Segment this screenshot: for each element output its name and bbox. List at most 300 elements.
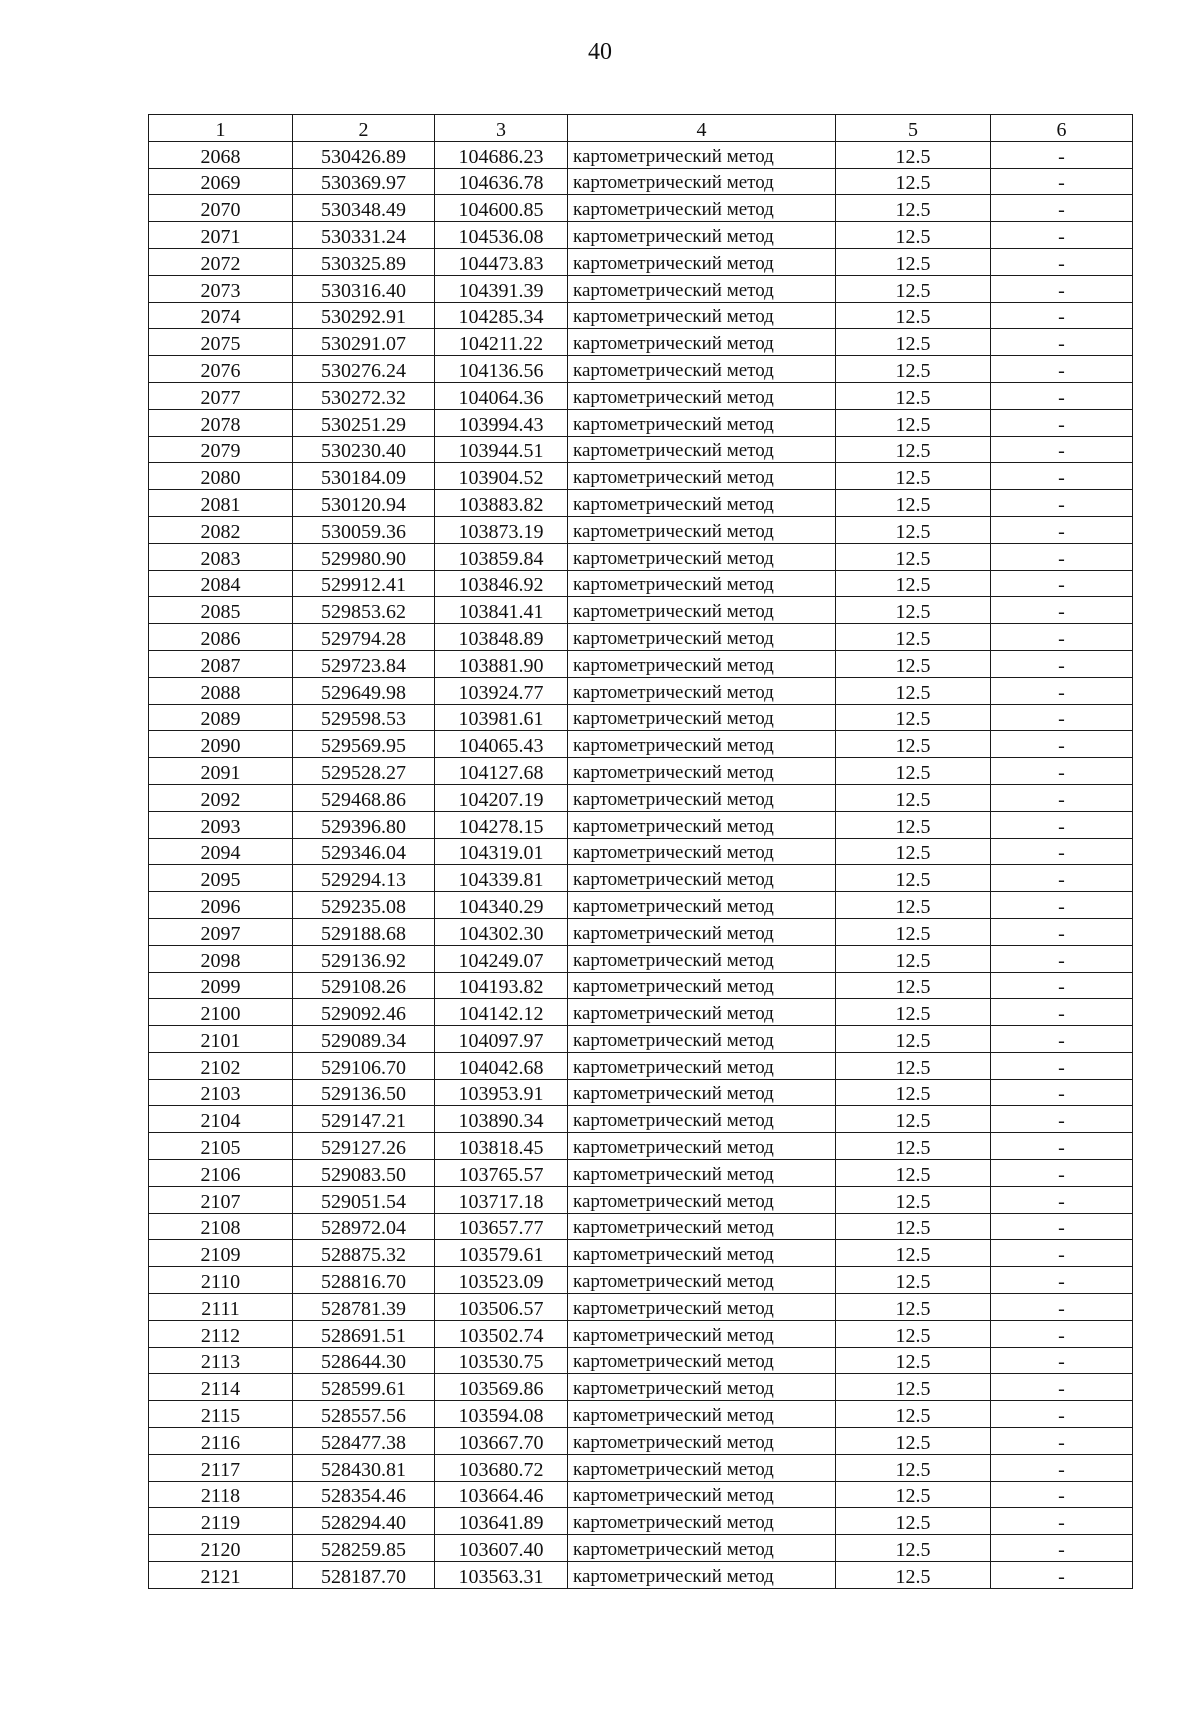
y-coordinate-cell: 104193.82 xyxy=(435,972,568,999)
method-cell: картометрический метод xyxy=(568,1401,836,1428)
point-number-cell: 2109 xyxy=(149,1240,293,1267)
y-coordinate-cell: 104136.56 xyxy=(435,356,568,383)
accuracy-cell: 12.5 xyxy=(836,1347,991,1374)
table-row xyxy=(149,1374,1133,1401)
x-coordinate-cell: 529346.04 xyxy=(293,838,435,865)
table-row xyxy=(149,865,1133,892)
note-cell: - xyxy=(991,1481,1133,1508)
x-coordinate-cell: 528599.61 xyxy=(293,1374,435,1401)
note-cell: - xyxy=(991,1320,1133,1347)
x-coordinate-cell: 530272.32 xyxy=(293,382,435,409)
table-row xyxy=(149,972,1133,999)
note-cell: - xyxy=(991,918,1133,945)
accuracy-cell: 12.5 xyxy=(836,490,991,517)
method-cell: картометрический метод xyxy=(568,382,836,409)
note-cell: - xyxy=(991,1535,1133,1562)
point-number-cell: 2098 xyxy=(149,945,293,972)
point-number-cell: 2078 xyxy=(149,409,293,436)
note-cell: - xyxy=(991,999,1133,1026)
point-number-cell: 2082 xyxy=(149,516,293,543)
accuracy-cell: 12.5 xyxy=(836,1535,991,1562)
method-cell: картометрический метод xyxy=(568,1320,836,1347)
accuracy-cell: 12.5 xyxy=(836,1401,991,1428)
y-coordinate-cell: 104600.85 xyxy=(435,195,568,222)
note-cell: - xyxy=(991,302,1133,329)
column-header: 5 xyxy=(836,115,991,142)
x-coordinate-cell: 530120.94 xyxy=(293,490,435,517)
point-number-cell: 2075 xyxy=(149,329,293,356)
x-coordinate-cell: 529569.95 xyxy=(293,731,435,758)
y-coordinate-cell: 103904.52 xyxy=(435,463,568,490)
table-row xyxy=(149,1026,1133,1053)
point-number-cell: 2072 xyxy=(149,248,293,275)
x-coordinate-cell: 530292.91 xyxy=(293,302,435,329)
accuracy-cell: 12.5 xyxy=(836,731,991,758)
method-cell: картометрический метод xyxy=(568,1133,836,1160)
y-coordinate-cell: 104207.19 xyxy=(435,784,568,811)
point-number-cell: 2085 xyxy=(149,597,293,624)
table-header-row xyxy=(149,115,1133,142)
y-coordinate-cell: 103890.34 xyxy=(435,1106,568,1133)
table-row xyxy=(149,275,1133,302)
table-row xyxy=(149,731,1133,758)
accuracy-cell: 12.5 xyxy=(836,1294,991,1321)
x-coordinate-cell: 529396.80 xyxy=(293,811,435,838)
method-cell: картометрический метод xyxy=(568,597,836,624)
method-cell: картометрический метод xyxy=(568,1481,836,1508)
accuracy-cell: 12.5 xyxy=(836,1562,991,1589)
method-cell: картометрический метод xyxy=(568,168,836,195)
x-coordinate-cell: 528430.81 xyxy=(293,1454,435,1481)
y-coordinate-cell: 103594.08 xyxy=(435,1401,568,1428)
x-coordinate-cell: 530059.36 xyxy=(293,516,435,543)
point-number-cell: 2097 xyxy=(149,918,293,945)
point-number-cell: 2068 xyxy=(149,141,293,168)
method-cell: картометрический метод xyxy=(568,1294,836,1321)
accuracy-cell: 12.5 xyxy=(836,141,991,168)
point-number-cell: 2118 xyxy=(149,1481,293,1508)
x-coordinate-cell: 529051.54 xyxy=(293,1186,435,1213)
note-cell: - xyxy=(991,811,1133,838)
method-cell: картометрический метод xyxy=(568,1026,836,1053)
x-coordinate-cell: 528477.38 xyxy=(293,1428,435,1455)
table-row xyxy=(149,838,1133,865)
point-number-cell: 2112 xyxy=(149,1320,293,1347)
y-coordinate-cell: 103873.19 xyxy=(435,516,568,543)
y-coordinate-cell: 104636.78 xyxy=(435,168,568,195)
point-number-cell: 2110 xyxy=(149,1267,293,1294)
method-cell: картометрический метод xyxy=(568,141,836,168)
point-number-cell: 2111 xyxy=(149,1294,293,1321)
method-cell: картометрический метод xyxy=(568,1428,836,1455)
x-coordinate-cell: 530369.97 xyxy=(293,168,435,195)
note-cell: - xyxy=(991,570,1133,597)
y-coordinate-cell: 104097.97 xyxy=(435,1026,568,1053)
accuracy-cell: 12.5 xyxy=(836,1186,991,1213)
table-row xyxy=(149,302,1133,329)
table-row xyxy=(149,409,1133,436)
y-coordinate-cell: 104065.43 xyxy=(435,731,568,758)
method-cell: картометрический метод xyxy=(568,704,836,731)
x-coordinate-cell: 529083.50 xyxy=(293,1160,435,1187)
point-number-cell: 2076 xyxy=(149,356,293,383)
table-row xyxy=(149,1133,1133,1160)
table-row xyxy=(149,811,1133,838)
note-cell: - xyxy=(991,624,1133,651)
note-cell: - xyxy=(991,248,1133,275)
point-number-cell: 2108 xyxy=(149,1213,293,1240)
x-coordinate-cell: 529188.68 xyxy=(293,918,435,945)
table-row xyxy=(149,1428,1133,1455)
note-cell: - xyxy=(991,1133,1133,1160)
x-coordinate-cell: 529528.27 xyxy=(293,758,435,785)
accuracy-cell: 12.5 xyxy=(836,1160,991,1187)
x-coordinate-cell: 529136.92 xyxy=(293,945,435,972)
x-coordinate-cell: 529649.98 xyxy=(293,677,435,704)
x-coordinate-cell: 529294.13 xyxy=(293,865,435,892)
note-cell: - xyxy=(991,543,1133,570)
accuracy-cell: 12.5 xyxy=(836,1240,991,1267)
x-coordinate-cell: 528816.70 xyxy=(293,1267,435,1294)
method-cell: картометрический метод xyxy=(568,1240,836,1267)
method-cell: картометрический метод xyxy=(568,1160,836,1187)
method-cell: картометрический метод xyxy=(568,1508,836,1535)
table-row xyxy=(149,1052,1133,1079)
table-row xyxy=(149,597,1133,624)
method-cell: картометрический метод xyxy=(568,945,836,972)
x-coordinate-cell: 530316.40 xyxy=(293,275,435,302)
x-coordinate-cell: 529912.41 xyxy=(293,570,435,597)
y-coordinate-cell: 103717.18 xyxy=(435,1186,568,1213)
table-row xyxy=(149,1562,1133,1589)
table-row xyxy=(149,758,1133,785)
method-cell: картометрический метод xyxy=(568,1106,836,1133)
point-number-cell: 2102 xyxy=(149,1052,293,1079)
method-cell: картометрический метод xyxy=(568,463,836,490)
y-coordinate-cell: 103680.72 xyxy=(435,1454,568,1481)
point-number-cell: 2092 xyxy=(149,784,293,811)
x-coordinate-cell: 528187.70 xyxy=(293,1562,435,1589)
accuracy-cell: 12.5 xyxy=(836,838,991,865)
y-coordinate-cell: 103569.86 xyxy=(435,1374,568,1401)
method-cell: картометрический метод xyxy=(568,195,836,222)
y-coordinate-cell: 103523.09 xyxy=(435,1267,568,1294)
x-coordinate-cell: 530184.09 xyxy=(293,463,435,490)
x-coordinate-cell: 529127.26 xyxy=(293,1133,435,1160)
point-number-cell: 2088 xyxy=(149,677,293,704)
method-cell: картометрический метод xyxy=(568,516,836,543)
y-coordinate-cell: 104339.81 xyxy=(435,865,568,892)
y-coordinate-cell: 103641.89 xyxy=(435,1508,568,1535)
point-number-cell: 2095 xyxy=(149,865,293,892)
y-coordinate-cell: 103944.51 xyxy=(435,436,568,463)
accuracy-cell: 12.5 xyxy=(836,1267,991,1294)
note-cell: - xyxy=(991,490,1133,517)
point-number-cell: 2093 xyxy=(149,811,293,838)
x-coordinate-cell: 530426.89 xyxy=(293,141,435,168)
y-coordinate-cell: 103607.40 xyxy=(435,1535,568,1562)
accuracy-cell: 12.5 xyxy=(836,1320,991,1347)
table-row xyxy=(149,1186,1133,1213)
point-number-cell: 2103 xyxy=(149,1079,293,1106)
y-coordinate-cell: 103530.75 xyxy=(435,1347,568,1374)
point-number-cell: 2084 xyxy=(149,570,293,597)
note-cell: - xyxy=(991,195,1133,222)
table-row xyxy=(149,570,1133,597)
method-cell: картометрический метод xyxy=(568,731,836,758)
table-row xyxy=(149,784,1133,811)
method-cell: картометрический метод xyxy=(568,409,836,436)
method-cell: картометрический метод xyxy=(568,1454,836,1481)
table-row xyxy=(149,1160,1133,1187)
table-row xyxy=(149,543,1133,570)
table-row xyxy=(149,1481,1133,1508)
method-cell: картометрический метод xyxy=(568,784,836,811)
note-cell: - xyxy=(991,1428,1133,1455)
accuracy-cell: 12.5 xyxy=(836,1213,991,1240)
accuracy-cell: 12.5 xyxy=(836,1428,991,1455)
note-cell: - xyxy=(991,409,1133,436)
accuracy-cell: 12.5 xyxy=(836,1508,991,1535)
note-cell: - xyxy=(991,1213,1133,1240)
table-row xyxy=(149,999,1133,1026)
point-number-cell: 2077 xyxy=(149,382,293,409)
table-row xyxy=(149,1347,1133,1374)
table-row xyxy=(149,1535,1133,1562)
point-number-cell: 2101 xyxy=(149,1026,293,1053)
note-cell: - xyxy=(991,1026,1133,1053)
table-row xyxy=(149,168,1133,195)
method-cell: картометрический метод xyxy=(568,329,836,356)
note-cell: - xyxy=(991,1052,1133,1079)
table-row xyxy=(149,624,1133,651)
x-coordinate-cell: 530325.89 xyxy=(293,248,435,275)
note-cell: - xyxy=(991,1267,1133,1294)
note-cell: - xyxy=(991,141,1133,168)
y-coordinate-cell: 103657.77 xyxy=(435,1213,568,1240)
note-cell: - xyxy=(991,1562,1133,1589)
y-coordinate-cell: 104211.22 xyxy=(435,329,568,356)
table-row xyxy=(149,1320,1133,1347)
accuracy-cell: 12.5 xyxy=(836,570,991,597)
y-coordinate-cell: 103848.89 xyxy=(435,624,568,651)
note-cell: - xyxy=(991,168,1133,195)
method-cell: картометрический метод xyxy=(568,1186,836,1213)
accuracy-cell: 12.5 xyxy=(836,972,991,999)
table-body xyxy=(149,141,1133,1588)
note-cell: - xyxy=(991,463,1133,490)
y-coordinate-cell: 103664.46 xyxy=(435,1481,568,1508)
point-number-cell: 2096 xyxy=(149,892,293,919)
table-row xyxy=(149,1267,1133,1294)
point-number-cell: 2071 xyxy=(149,222,293,249)
y-coordinate-cell: 103841.41 xyxy=(435,597,568,624)
point-number-cell: 2105 xyxy=(149,1133,293,1160)
method-cell: картометрический метод xyxy=(568,1267,836,1294)
accuracy-cell: 12.5 xyxy=(836,758,991,785)
note-cell: - xyxy=(991,222,1133,249)
y-coordinate-cell: 103563.31 xyxy=(435,1562,568,1589)
accuracy-cell: 12.5 xyxy=(836,918,991,945)
y-coordinate-cell: 103506.57 xyxy=(435,1294,568,1321)
table-row xyxy=(149,1079,1133,1106)
point-number-cell: 2107 xyxy=(149,1186,293,1213)
point-number-cell: 2094 xyxy=(149,838,293,865)
accuracy-cell: 12.5 xyxy=(836,275,991,302)
table-row xyxy=(149,382,1133,409)
method-cell: картометрический метод xyxy=(568,543,836,570)
accuracy-cell: 12.5 xyxy=(836,1052,991,1079)
accuracy-cell: 12.5 xyxy=(836,1133,991,1160)
note-cell: - xyxy=(991,758,1133,785)
point-number-cell: 2086 xyxy=(149,624,293,651)
column-header: 3 xyxy=(435,115,568,142)
x-coordinate-cell: 528259.85 xyxy=(293,1535,435,1562)
method-cell: картометрический метод xyxy=(568,1347,836,1374)
accuracy-cell: 12.5 xyxy=(836,1454,991,1481)
note-cell: - xyxy=(991,972,1133,999)
y-coordinate-cell: 103981.61 xyxy=(435,704,568,731)
point-number-cell: 2100 xyxy=(149,999,293,1026)
note-cell: - xyxy=(991,1401,1133,1428)
point-number-cell: 2073 xyxy=(149,275,293,302)
table-row xyxy=(149,516,1133,543)
method-cell: картометрический метод xyxy=(568,1079,836,1106)
method-cell: картометрический метод xyxy=(568,302,836,329)
x-coordinate-cell: 530251.29 xyxy=(293,409,435,436)
x-coordinate-cell: 528781.39 xyxy=(293,1294,435,1321)
note-cell: - xyxy=(991,1240,1133,1267)
table-row xyxy=(149,1213,1133,1240)
point-number-cell: 2117 xyxy=(149,1454,293,1481)
table-row xyxy=(149,945,1133,972)
x-coordinate-cell: 529468.86 xyxy=(293,784,435,811)
table-row xyxy=(149,1294,1133,1321)
method-cell: картометрический метод xyxy=(568,624,836,651)
y-coordinate-cell: 104064.36 xyxy=(435,382,568,409)
x-coordinate-cell: 530291.07 xyxy=(293,329,435,356)
coordinates-table xyxy=(148,114,1133,1589)
y-coordinate-cell: 103994.43 xyxy=(435,409,568,436)
accuracy-cell: 12.5 xyxy=(836,248,991,275)
table-row xyxy=(149,1454,1133,1481)
accuracy-cell: 12.5 xyxy=(836,302,991,329)
note-cell: - xyxy=(991,275,1133,302)
y-coordinate-cell: 104473.83 xyxy=(435,248,568,275)
method-cell: картометрический метод xyxy=(568,811,836,838)
method-cell: картометрический метод xyxy=(568,490,836,517)
accuracy-cell: 12.5 xyxy=(836,168,991,195)
point-number-cell: 2119 xyxy=(149,1508,293,1535)
accuracy-cell: 12.5 xyxy=(836,195,991,222)
note-cell: - xyxy=(991,731,1133,758)
table-row xyxy=(149,704,1133,731)
x-coordinate-cell: 529108.26 xyxy=(293,972,435,999)
note-cell: - xyxy=(991,1186,1133,1213)
y-coordinate-cell: 104391.39 xyxy=(435,275,568,302)
note-cell: - xyxy=(991,329,1133,356)
accuracy-cell: 12.5 xyxy=(836,436,991,463)
point-number-cell: 2079 xyxy=(149,436,293,463)
note-cell: - xyxy=(991,1079,1133,1106)
y-coordinate-cell: 103765.57 xyxy=(435,1160,568,1187)
method-cell: картометрический метод xyxy=(568,999,836,1026)
table-row xyxy=(149,222,1133,249)
y-coordinate-cell: 103859.84 xyxy=(435,543,568,570)
method-cell: картометрический метод xyxy=(568,1562,836,1589)
method-cell: картометрический метод xyxy=(568,865,836,892)
note-cell: - xyxy=(991,516,1133,543)
note-cell: - xyxy=(991,677,1133,704)
y-coordinate-cell: 103667.70 xyxy=(435,1428,568,1455)
point-number-cell: 2115 xyxy=(149,1401,293,1428)
table-row xyxy=(149,195,1133,222)
x-coordinate-cell: 529089.34 xyxy=(293,1026,435,1053)
accuracy-cell: 12.5 xyxy=(836,1026,991,1053)
note-cell: - xyxy=(991,1160,1133,1187)
note-cell: - xyxy=(991,865,1133,892)
method-cell: картометрический метод xyxy=(568,1374,836,1401)
accuracy-cell: 12.5 xyxy=(836,329,991,356)
accuracy-cell: 12.5 xyxy=(836,1106,991,1133)
x-coordinate-cell: 528691.51 xyxy=(293,1320,435,1347)
x-coordinate-cell: 528557.56 xyxy=(293,1401,435,1428)
column-header: 6 xyxy=(991,115,1133,142)
accuracy-cell: 12.5 xyxy=(836,463,991,490)
point-number-cell: 2090 xyxy=(149,731,293,758)
x-coordinate-cell: 528972.04 xyxy=(293,1213,435,1240)
y-coordinate-cell: 103579.61 xyxy=(435,1240,568,1267)
point-number-cell: 2080 xyxy=(149,463,293,490)
table-row xyxy=(149,141,1133,168)
accuracy-cell: 12.5 xyxy=(836,865,991,892)
table-row xyxy=(149,892,1133,919)
point-number-cell: 2114 xyxy=(149,1374,293,1401)
y-coordinate-cell: 104319.01 xyxy=(435,838,568,865)
accuracy-cell: 12.5 xyxy=(836,409,991,436)
note-cell: - xyxy=(991,356,1133,383)
point-number-cell: 2081 xyxy=(149,490,293,517)
accuracy-cell: 12.5 xyxy=(836,382,991,409)
note-cell: - xyxy=(991,1106,1133,1133)
x-coordinate-cell: 528644.30 xyxy=(293,1347,435,1374)
x-coordinate-cell: 529235.08 xyxy=(293,892,435,919)
method-cell: картометрический метод xyxy=(568,838,836,865)
point-number-cell: 2074 xyxy=(149,302,293,329)
accuracy-cell: 12.5 xyxy=(836,999,991,1026)
y-coordinate-cell: 103818.45 xyxy=(435,1133,568,1160)
table-row xyxy=(149,677,1133,704)
note-cell: - xyxy=(991,784,1133,811)
note-cell: - xyxy=(991,436,1133,463)
method-cell: картометрический метод xyxy=(568,356,836,383)
method-cell: картометрический метод xyxy=(568,918,836,945)
table-row xyxy=(149,918,1133,945)
point-number-cell: 2089 xyxy=(149,704,293,731)
method-cell: картометрический метод xyxy=(568,650,836,677)
table-row xyxy=(149,1106,1133,1133)
note-cell: - xyxy=(991,838,1133,865)
table-row xyxy=(149,436,1133,463)
y-coordinate-cell: 104127.68 xyxy=(435,758,568,785)
y-coordinate-cell: 103881.90 xyxy=(435,650,568,677)
note-cell: - xyxy=(991,650,1133,677)
y-coordinate-cell: 104278.15 xyxy=(435,811,568,838)
x-coordinate-cell: 529853.62 xyxy=(293,597,435,624)
method-cell: картометрический метод xyxy=(568,758,836,785)
x-coordinate-cell: 529147.21 xyxy=(293,1106,435,1133)
method-cell: картометрический метод xyxy=(568,275,836,302)
